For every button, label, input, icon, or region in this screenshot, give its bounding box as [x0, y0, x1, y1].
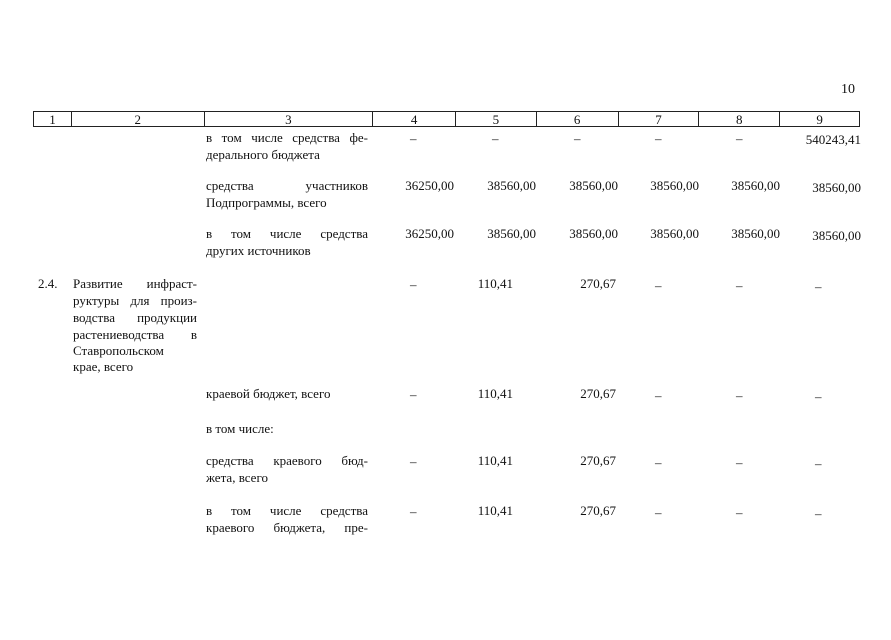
row-description: в том числе средства фе- [206, 130, 368, 145]
cell-value: – [736, 455, 743, 470]
row-description: в том числе: [206, 421, 274, 436]
cell-value: – [736, 278, 743, 293]
column-header-2: 2 [72, 112, 205, 126]
item-name: водства продукции [73, 310, 197, 325]
cell-value: 38560,00 [731, 178, 780, 193]
row-description: других источников [206, 243, 311, 258]
cell-value: 110,41 [477, 276, 513, 291]
cell-value: – [736, 505, 743, 520]
row-description: краевого бюджета, пре- [206, 520, 368, 535]
cell-value: 110,41 [477, 386, 513, 401]
cell-value: – [655, 131, 662, 146]
cell-value: – [655, 455, 662, 470]
item-number: 2.4. [38, 276, 58, 291]
cell-value: 38560,00 [487, 178, 536, 193]
cell-value: 38560,00 [812, 180, 861, 195]
cell-value: 38560,00 [650, 178, 699, 193]
cell-value: – [736, 131, 743, 146]
item-name: крае, всего [73, 359, 134, 374]
cell-value: 270,67 [580, 276, 616, 291]
cell-value: 36250,00 [405, 178, 454, 193]
cell-value: – [574, 131, 581, 146]
row-description: дерального бюджета [206, 147, 320, 162]
cell-value: 38560,00 [487, 226, 536, 241]
column-header-5: 5 [456, 112, 537, 126]
column-header-8: 8 [699, 112, 780, 126]
cell-value: – [492, 131, 499, 146]
item-name: растениеводства в [73, 327, 197, 342]
cell-value: – [410, 277, 417, 292]
cell-value: – [410, 504, 417, 519]
column-header-4: 4 [373, 112, 456, 126]
cell-value: 110,41 [477, 503, 513, 518]
cell-value: – [655, 388, 662, 403]
cell-value: – [410, 454, 417, 469]
row-description: в том числе средства [206, 503, 368, 518]
cell-value: – [815, 456, 822, 471]
row-description: краевой бюджет, всего [206, 386, 331, 401]
item-name: руктуры для произ- [73, 293, 197, 308]
table-header-row [33, 111, 860, 127]
cell-value: 270,67 [580, 386, 616, 401]
column-header-6: 6 [537, 112, 619, 126]
row-description: жета, всего [206, 470, 268, 485]
cell-value: 540243,41 [805, 132, 861, 147]
row-description: средства участников [206, 178, 368, 193]
row-description: средства краевого бюд- [206, 453, 368, 468]
cell-value: 270,67 [580, 453, 616, 468]
item-name: Развитие инфраст- [73, 276, 197, 291]
cell-value: – [815, 279, 822, 294]
cell-value: – [736, 388, 743, 403]
cell-value: – [655, 278, 662, 293]
cell-value: – [410, 387, 417, 402]
cell-value: – [410, 131, 417, 146]
row-description: Подпрограммы, всего [206, 195, 327, 210]
cell-value: 38560,00 [731, 226, 780, 241]
column-header-9: 9 [816, 112, 823, 127]
cell-value: 38560,00 [569, 226, 618, 241]
cell-value: 38560,00 [812, 228, 861, 243]
cell-value: 36250,00 [405, 226, 454, 241]
row-description: в том числе средства [206, 226, 368, 241]
cell-value: 110,41 [477, 453, 513, 468]
column-header-1: 1 [34, 112, 72, 126]
column-header-7: 7 [619, 112, 700, 126]
cell-value: – [815, 506, 822, 521]
column-header-3: 3 [205, 112, 374, 126]
cell-value: – [655, 505, 662, 520]
page-number: 10 [841, 82, 855, 97]
item-name: Ставропольском [73, 343, 164, 358]
cell-value: 38560,00 [569, 178, 618, 193]
cell-value: – [815, 389, 822, 404]
cell-value: 270,67 [580, 503, 616, 518]
cell-value: 38560,00 [650, 226, 699, 241]
